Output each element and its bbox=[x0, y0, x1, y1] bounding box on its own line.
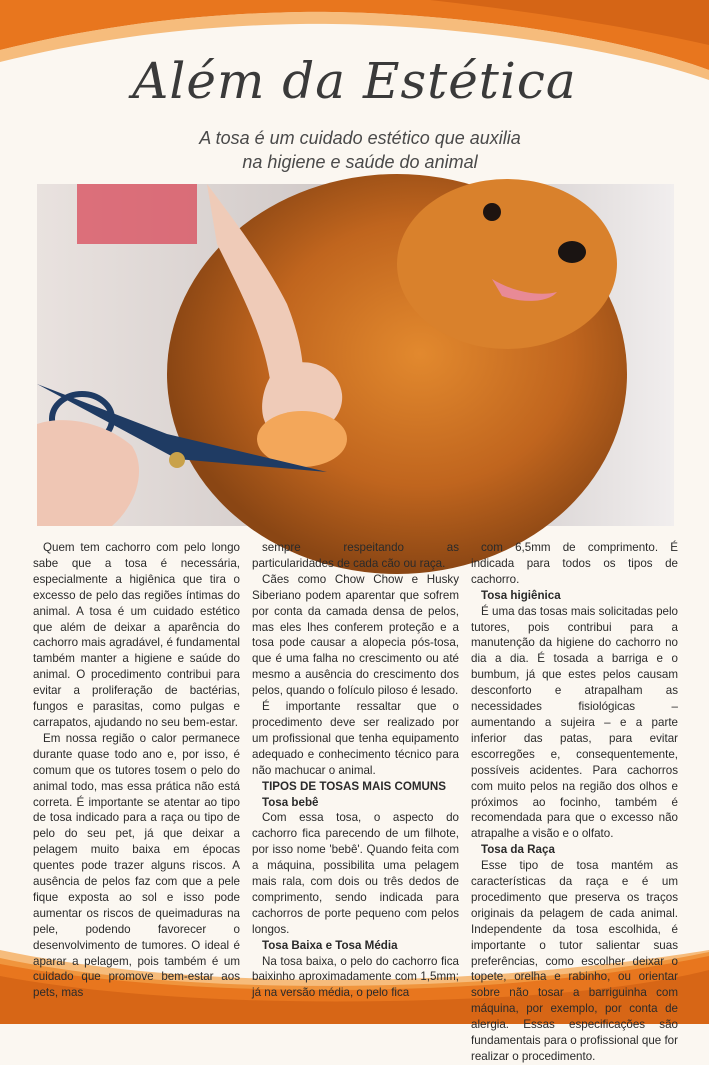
page-subtitle bbox=[150, 126, 570, 174]
subtitle-line-2: na higiene e saúde do animal bbox=[242, 152, 478, 172]
paragraph: Esse tipo de tosa mantém as características da raça e é um procedimento que preserva os traços originais da pelagem de cada animal. Independente da tosa escolhida, é importante o tutor salientar suas preferências, como escolher deixar o topete, orelha e rabinho, ou orientar sobre não tosar a barriguinha com máquina, por exemplo, por conta de alergia. Essas especificações são fundamentais para o profissional que for realizar o procedimento. bbox=[471, 859, 678, 1063]
paragraph: É importante ressaltar que o procedimento deve ser realizado por um profissional que tenha equipamento adequado e conhecimento técnico para não machucar o animal. bbox=[252, 700, 459, 777]
subsection-heading: Tosa bebê bbox=[262, 795, 319, 809]
paragraph: Na tosa baixa, o pelo do cachorro fica baixinho aproximadamente com 1,5mm; já na versão média, o pelo fica bbox=[252, 954, 459, 1000]
dog-grooming-photo bbox=[37, 184, 674, 526]
paragraph: Quem tem cachorro com pelo longo sabe que a tosa é necessária, especialmente a higiênica que tira o excesso de pelo das regiões íntimas do animal. A tosa é um cuidado estético que além de deixar a aparência do cachorro mais agradável, é fundamental também manter a higiene e saúde do animal. O procedimento contribui para evitar a proliferação de bactérias, fungos e parasitas, como pulgas e carrapatos, ajudando no seu bem-estar. bbox=[33, 541, 240, 729]
article-column-1 bbox=[33, 540, 240, 1000]
article-column-2 bbox=[252, 540, 459, 1000]
paragraph: Em nossa região o calor permanece durante quase todo ano e, por isso, é comum que os tutores tosem o pelo do animal todo, mas essa prática não está correta. É importante se atentar ao tipo de tosa indicado para a raça ou tipo de pelo do seu pet, já que deixar a pelagem muito baixa em épocas quentes pode trazer alguns riscos. A ausência de pelos faz com que a pele fique exposta ao sol e isso pode aumentar os riscos de queimaduras na pele, podendo favorecer o desenvolvimento de tumores. O ideal é aparar a pelagem, pois também é um cuidado que promove bem-estar aos pets, mas bbox=[33, 731, 240, 1000]
subsection-heading: Tosa higiênica bbox=[481, 588, 561, 602]
paragraph: É uma das tosas mais solicitadas pelo tutores, pois contribui para a manutenção da higiene do cachorro no dia a dia. É tosada a barriga e o bumbum, já que estes pelos causam desconforto e atrapalham as necessidades fisiológicas – aumentando a sujeira – e a parte inferior das patas, para evitar escorregões e, consequentemente, possíveis acidentes. Para cachorros com muito pelos na região dos olhos e próximos ao focinho, também é recomendada para que o excesso não atrapalhe a visão e o olfato. bbox=[471, 604, 678, 841]
section-heading: TIPOS DE TOSAS MAIS COMUNS bbox=[262, 779, 447, 793]
subsection-heading: Tosa Baixa e Tosa Média bbox=[262, 938, 398, 952]
paragraph: Cães como Chow Chow e Husky Siberiano podem aparentar que sofrem por conta da camada densa de pelos, mas eles lhes conferem proteção e a tosa pode causar a alopecia pós-tosa, que é uma falha no crescimento ou até mesmo a ausência do crescimento dos pelos, quando o folículo piloso é lesado. bbox=[252, 572, 459, 698]
subtitle-line-1: A tosa é um cuidado estético que auxilia bbox=[199, 128, 521, 148]
article-column-3 bbox=[471, 540, 678, 1063]
paragraph: Com essa tosa, o aspecto do cachorro fica parecendo de um filhote, por isso nome 'bebê'. Quando feita com a máquina, possibilita uma pelagem mais rala, com dois ou três dedos de comprimento, sendo indicada para cachorros de porte pequeno com pelos longos. bbox=[252, 811, 459, 936]
page-title: Além da Estética bbox=[132, 52, 577, 110]
article-body bbox=[33, 540, 678, 1063]
subsection-heading: Tosa da Raça bbox=[481, 843, 555, 857]
paragraph: com 6,5mm de comprimento. É indicada para todos os tipos de cachorro. bbox=[471, 541, 678, 586]
paragraph: sempre respeitando as particularidades de cada cão ou raça. bbox=[252, 541, 459, 570]
